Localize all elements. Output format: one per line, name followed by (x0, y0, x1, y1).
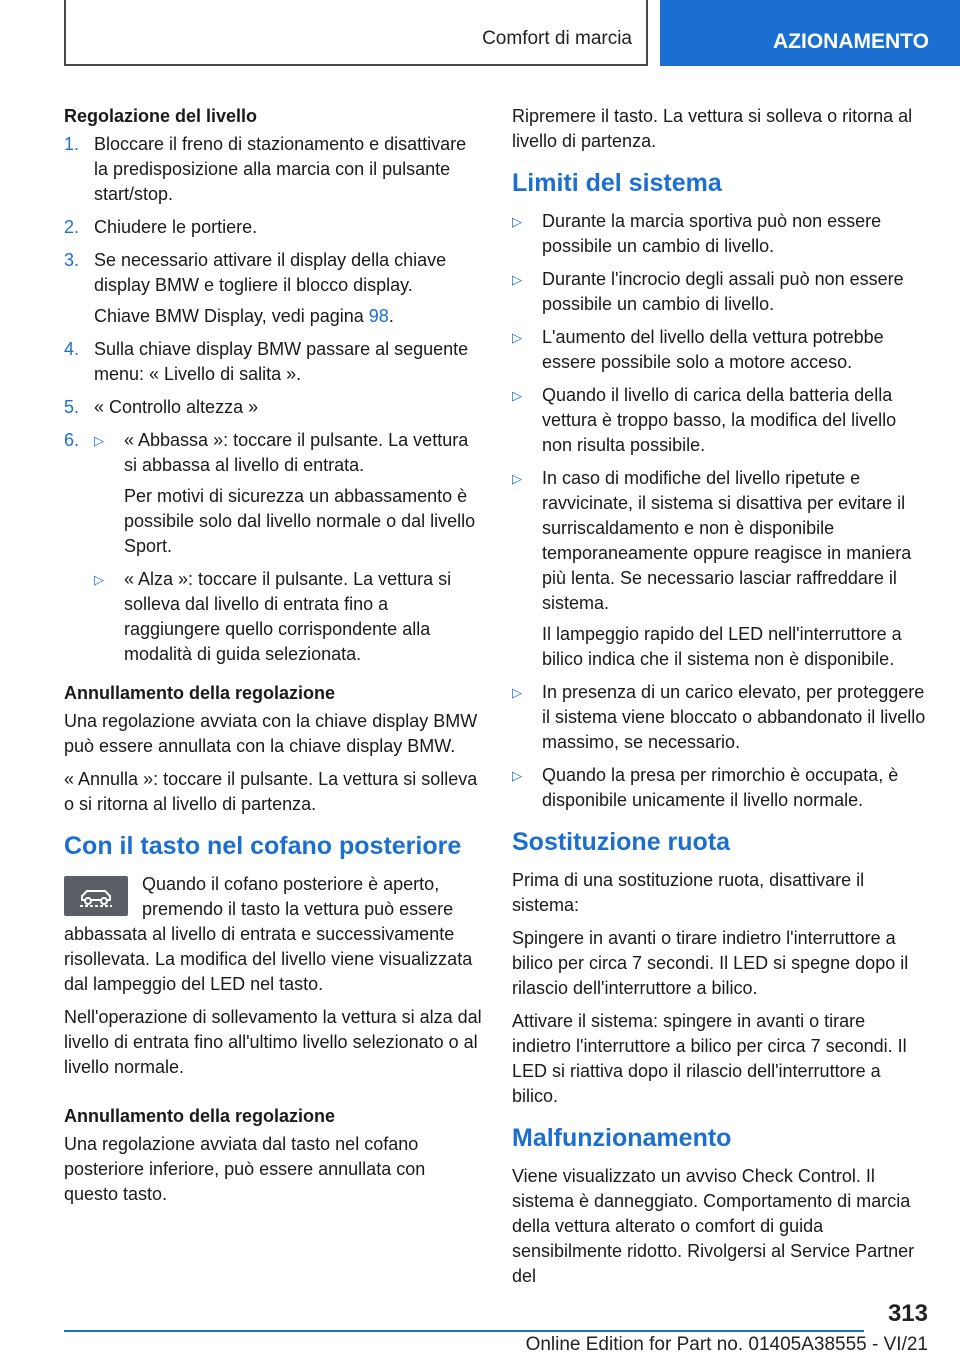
heading-annullamento-1: Annullamento della regolazione (64, 683, 336, 703)
step-item (64, 337, 482, 387)
step-text: « Controllo altezza » (94, 397, 259, 417)
step-text: Sulla chiave display BMW passare al seguente menu: « Livello di salita ». (94, 339, 469, 384)
step-number: 2. (64, 217, 80, 237)
heading-regolazione: Regolazione del livello (64, 106, 258, 126)
bullet-text: Quando il livello di carica della batteria della vettura è troppo basso, la modifica del livello non risulta possibile. (542, 385, 897, 455)
triangle-bullet-icon: ▷ (512, 471, 522, 486)
step-note (94, 304, 482, 329)
paragraph: Una regolazione avviata con la chiave display BMW può essere annullata con la chiave display BMW. (64, 711, 478, 756)
header-chapter-tab: AZIONAMENTO (660, 0, 960, 66)
bullet-note: Per motivi di sicurezza un abbassamento è possibile solo dal livello normale o dal livello Sport. (124, 486, 476, 556)
heading-con-il-tasto: Con il tasto nel cofano posteriore (64, 832, 462, 860)
vehicle-level-button-icon (64, 876, 128, 916)
triangle-bullet-icon: ▷ (512, 685, 522, 700)
bullet-note: Il lampeggio rapido del LED nell'interruttore a bilico indica che il sistema non è disponibile. (542, 624, 902, 669)
heading-limiti: Limiti del sistema (512, 169, 722, 197)
step-note-text: Chiave BMW Display, vedi pagina (94, 306, 364, 326)
page-number: 313 (887, 1300, 928, 1327)
paragraph: Prima di una sostituzione ruota, disattivare il sistema: (512, 870, 865, 915)
paragraph: Ripremere il tasto. La vettura si solleva o ritorna al livello di partenza. (512, 106, 913, 151)
triangle-bullet-icon: ▷ (94, 572, 104, 587)
step-number: 5. (64, 397, 80, 417)
step-item (64, 215, 482, 240)
bullet-item (512, 325, 928, 375)
step-text: Bloccare il freno di stazionamento e disattivare la predisposizione alla marcia con il pulsante start/stop. (94, 134, 467, 204)
triangle-bullet-icon: ▷ (512, 214, 522, 229)
step-item (64, 428, 482, 667)
footer-rule (64, 1330, 864, 1332)
bullet-text: Durante la marcia sportiva può non essere possibile un cambio di livello. (542, 211, 882, 256)
paragraph: Viene visualizzato un avviso Check Control. Il sistema è danneggiato. Comportamento di marcia della vettura alterato o comfort di guida sensibilmente ridotto. Rivolgersi al Service Partner del (512, 1166, 915, 1286)
page-reference-link[interactable]: 98 (368, 306, 389, 326)
bullet-item (94, 567, 482, 667)
bullet-item (512, 267, 928, 317)
step-item (64, 395, 482, 420)
left-column (64, 104, 482, 1215)
bullet-text: In presenza di un carico elevato, per proteggere il sistema viene bloccato o abbandonato il livello massimo, se necessario. (542, 682, 926, 752)
paragraph: Spingere in avanti o tirare indietro l'interruttore a bilico per circa 7 secondi. Il LED si spegne dopo il rilascio dell'interruttore a bilico. (512, 928, 909, 998)
step6-sublist (94, 428, 482, 667)
tailgate-button-block (64, 872, 482, 1005)
bullet-text: Durante l'incrocio degli assali può non essere possibile un cambio di livello. (542, 269, 904, 314)
bullet-item (512, 466, 928, 672)
bullet-item (512, 383, 928, 458)
right-column (512, 104, 928, 1297)
bullet-text: Quando la presa per rimorchio è occupata, è disponibile unicamente il livello normale. (542, 765, 899, 810)
step-number: 3. (64, 250, 80, 270)
paragraph: Attivare il sistema: spingere in avanti o tirare indietro l'interruttore a bilico per circa 7 secondi. Il LED si riattiva dopo il rilascio dell'interruttore a bilico. (512, 1011, 907, 1106)
paragraph: « Annulla »: toccare il pulsante. La vettura si solleva o si ritorna al livello di partenza. (64, 769, 478, 814)
step-number: 6. (64, 430, 80, 450)
footer-edition: Online Edition for Part no. 01405A38555 - VI/21 (525, 1334, 928, 1355)
triangle-bullet-icon: ▷ (512, 330, 522, 345)
heading-annullamento-2: Annullamento della regolazione (64, 1106, 336, 1126)
paragraph: Nell'operazione di sollevamento la vettura si alza dal livello di entrata fino all'ultimo livello selezionato o al livello normale. (64, 1007, 482, 1077)
bullet-text: « Alza »: toccare il pulsante. La vettura si solleva dal livello di entrata fino a raggiungere quello corrispondente alla modalità di guida selezionata. (124, 569, 452, 664)
step-number: 4. (64, 339, 80, 359)
paragraph: Una regolazione avviata dal tasto nel cofano posteriore inferiore, può essere annullata con questo tasto. (64, 1134, 426, 1204)
paragraph: Quando il cofano posteriore è aperto, premendo il tasto la vettura può essere abbassata al livello di entrata e successivamente risollevata. La modifica del livello viene visualizzata dal lampeggio del LED nel tasto. (64, 874, 473, 994)
heading-malfunzionamento: Malfunzionamento (512, 1124, 732, 1152)
bullet-item (512, 680, 928, 755)
step-item (64, 132, 482, 207)
step-number: 1. (64, 134, 80, 154)
triangle-bullet-icon: ▷ (512, 272, 522, 287)
bullet-item (94, 428, 482, 559)
triangle-bullet-icon: ▷ (94, 433, 104, 448)
step-item (64, 248, 482, 329)
bullet-text: « Abbassa »: toccare il pulsante. La vettura si abbassa al livello di entrata. (124, 430, 469, 475)
heading-sostituzione: Sostituzione ruota (512, 828, 731, 856)
bullet-text: L'aumento del livello della vettura potrebbe essere possibile solo a motore acceso. (542, 327, 884, 372)
bullet-item (512, 763, 928, 813)
steps-list (64, 132, 482, 667)
step-text: Chiudere le portiere. (94, 217, 258, 237)
triangle-bullet-icon: ▷ (512, 768, 522, 783)
header-underline (64, 64, 648, 66)
step-note-period: . (388, 306, 394, 326)
bullet-text: In caso di modifiche del livello ripetute e ravvicinate, il sistema si disattiva per evitare il surriscaldamento e non è disponibile temporaneamente oppure reagisce in maniera più lenta. Se necessario lasciar raffreddare il sistema. (542, 468, 912, 613)
triangle-bullet-icon: ▷ (512, 388, 522, 403)
limiti-list (512, 209, 928, 813)
step-text: Se necessario attivare il display della chiave display BMW e togliere il blocco display. (94, 250, 447, 295)
header-divider-right (646, 0, 648, 64)
bullet-item (512, 209, 928, 259)
header-section-title: Comfort di marcia (482, 28, 632, 49)
